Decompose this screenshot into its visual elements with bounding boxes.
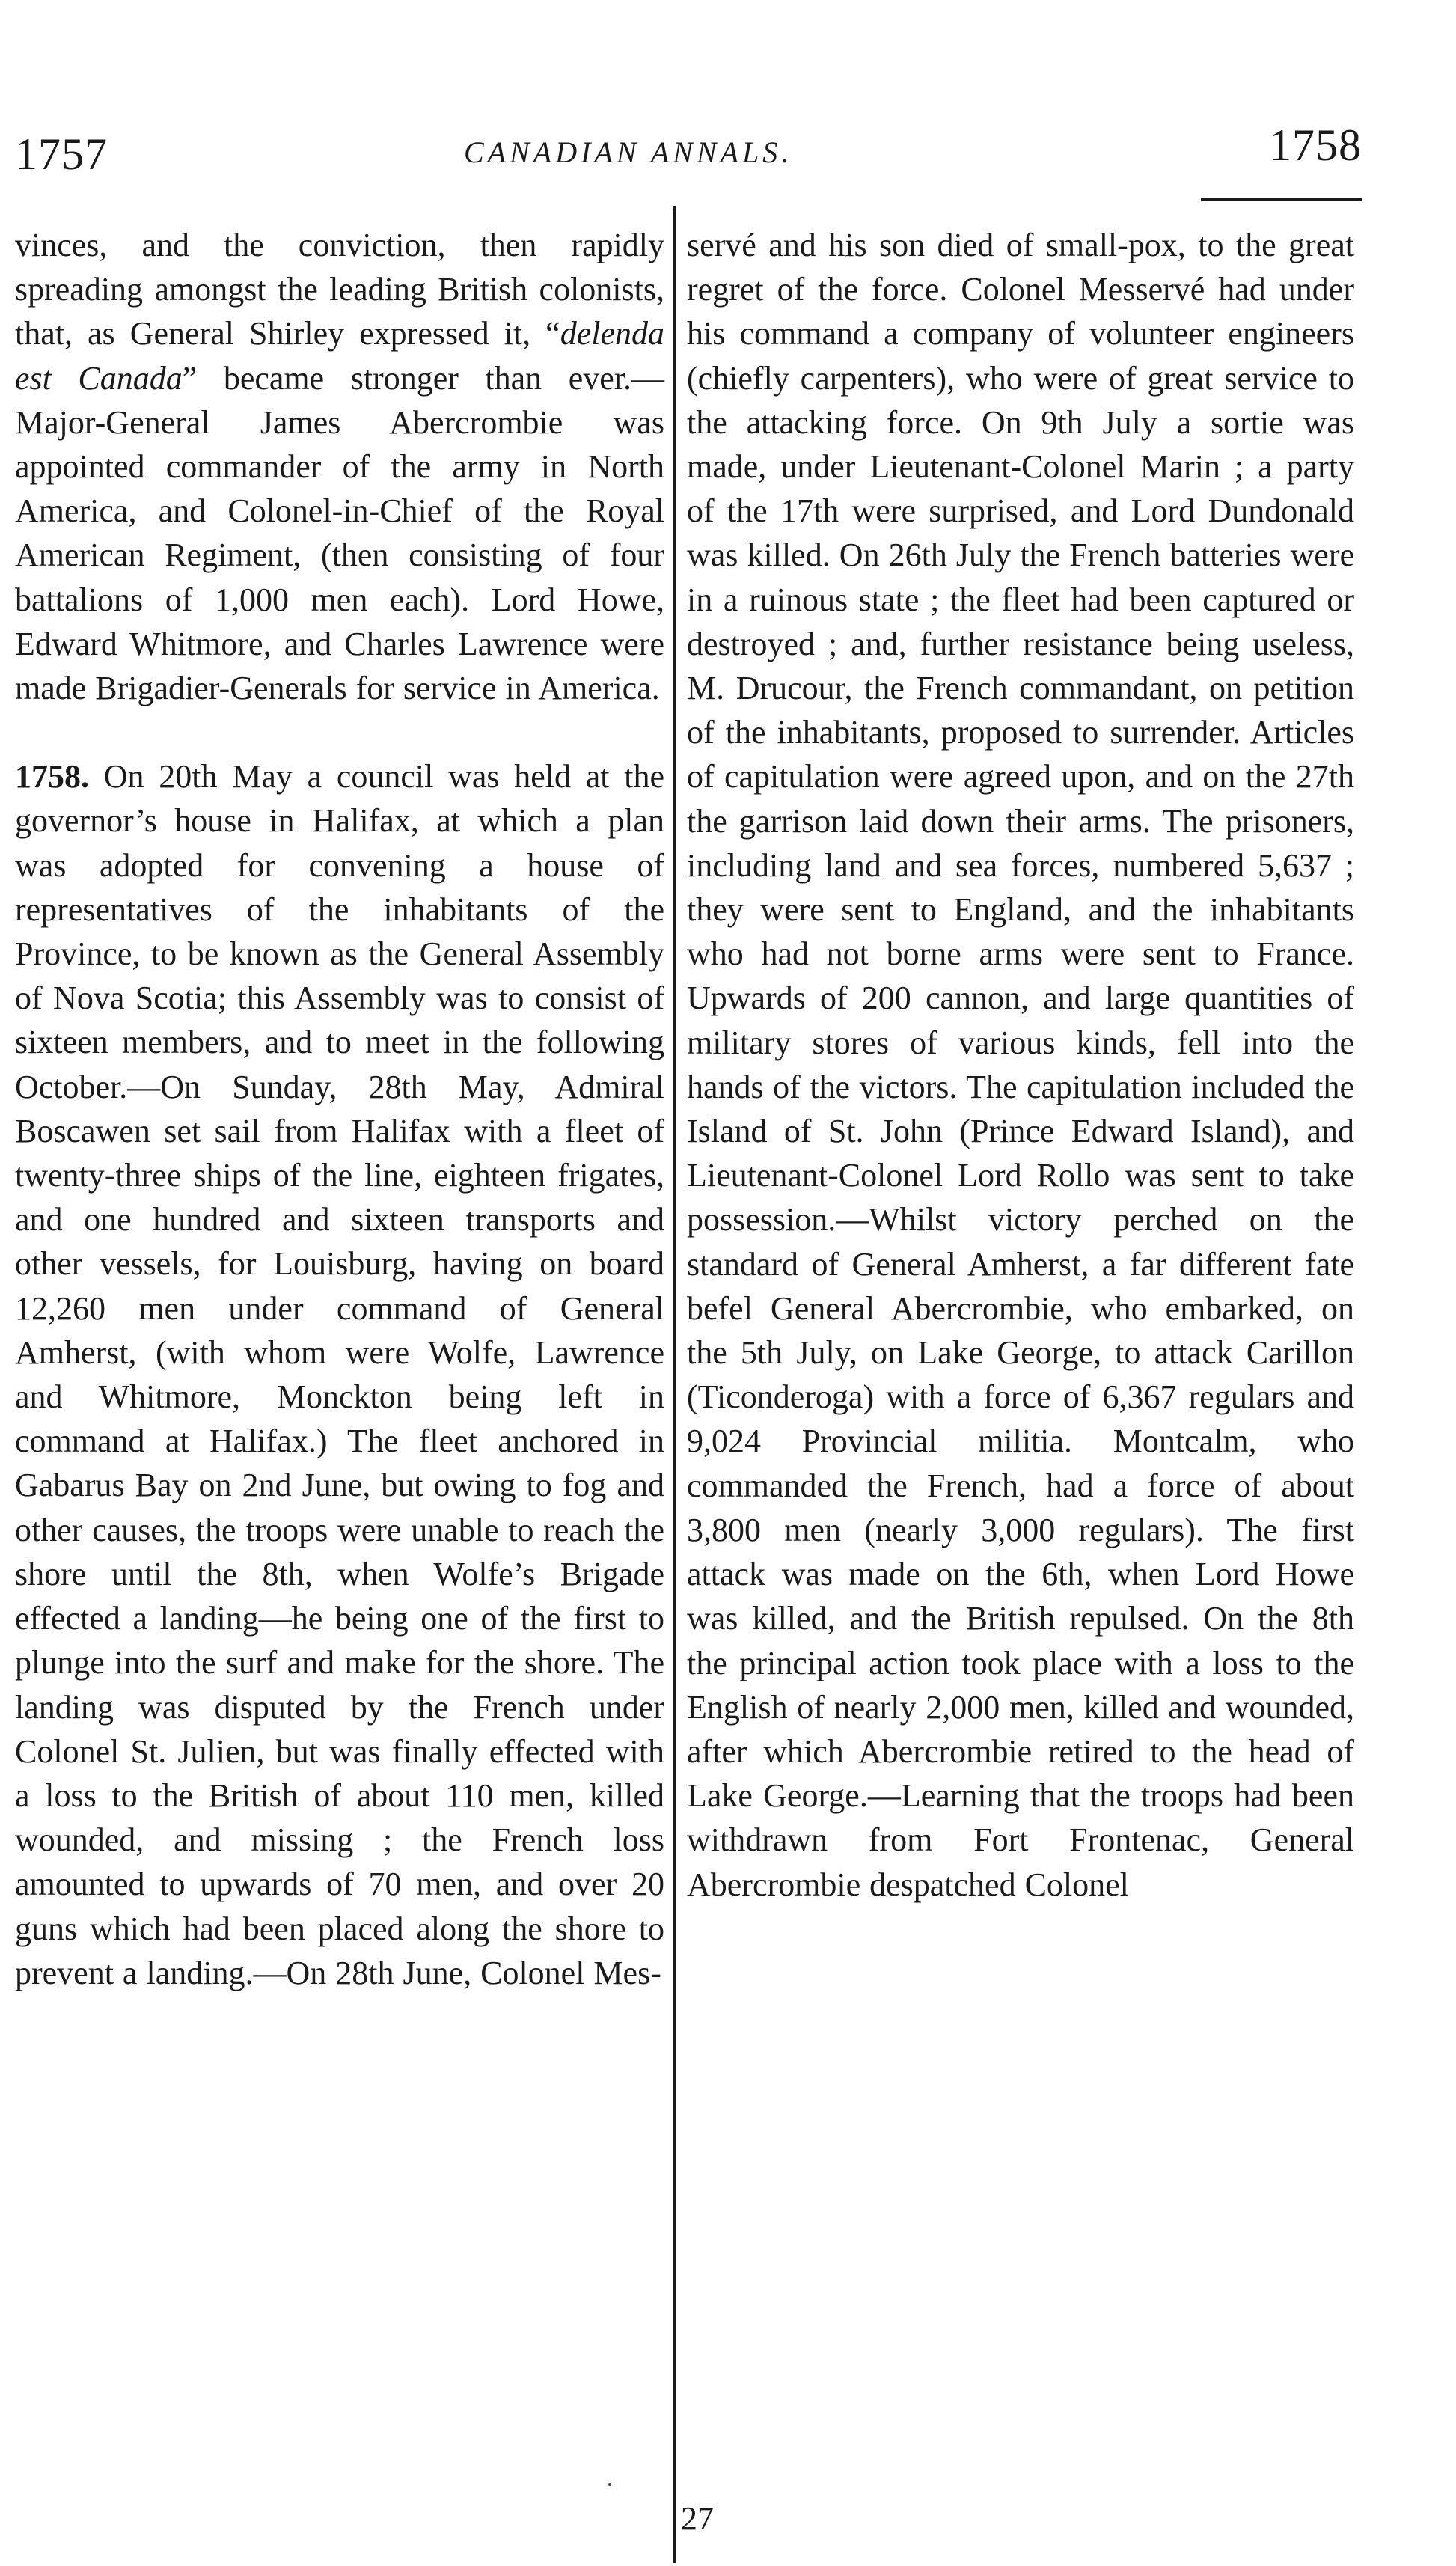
paragraph-1758 <box>15 754 664 1995</box>
left-column <box>15 223 664 1995</box>
header-rule <box>1201 198 1362 201</box>
page-number: 27 <box>681 2500 714 2537</box>
paragraph-1757 <box>15 223 664 710</box>
para1-text-a: vinces, and the conviction, then rapidly spreading amongst the leading British colonists, that, as General Shirley expressed it, “ <box>15 227 664 352</box>
right-column-text: servé and his son died of small-pox, to the great regret of the force. Colonel Messervé had under his command a company of volunteer engineers (chiefly carpenters), who were of great service to the attacking force. On 9th July a sortie was made, under Lieutenant-Colonel Marin ; a party of the 17th were surprised, and Lord Dundonald was killed. On 26th July the French batteries were in a ruinous state ; the fleet had been captured or destroyed ; and, further resistance being useless, M. Drucour, the French commandant, on petition of the inhabitants, proposed to surrender. Articles of capitulation were agreed upon, and on the 27th the garrison laid down their arms. The prisoners, including land and sea forces, numbered 5,637 ; they were sent to England, and the inhabitants who had not borne arms were sent to France. Upwards of 200 cannon, and large quantities of military stores of various kinds, fell into the hands of the victors. The capitulation included the Island of St. John (Prince Edward Island), and Lieutenant-Colonel Lord Rollo was sent to take possession.—Whilst victory perched on the standard of General Amherst, a far different fate befel General Abercrombie, who embarked, on the 5th July, on Lake George, to attack Carillon (Ticonderoga) with a force of 6,367 regulars and 9,024 Provincial militia. Montcalm, who commanded the French, had a force of about 3,800 men (nearly 3,000 regulars). The first attack was made on the 6th, when Lord Howe was killed, and the British repulsed. On the 8th the principal action took place with a loss to the English of nearly 2,000 men, killed and wounded, after which Abercrombie retired to the head of Lake George.—Learning that the troops had been withdrawn from Fort Frontenac, General Abercrombie despatched Colonel <box>687 227 1354 1903</box>
latin-phrase: delenda est Canada <box>15 315 664 397</box>
running-title: CANADIAN ANNALS. <box>464 135 793 169</box>
year-heading-1758: 1758. <box>15 758 89 795</box>
print-speck <box>608 2483 611 2486</box>
paragraph-gap <box>15 710 664 754</box>
year-right: 1758 <box>1269 120 1362 170</box>
para2-text: On 20th May a council was held at the governor’s house in Halifax, at which a plan was adopted for convening a house of representatives of the inhabitants of the Province, to be known as the General Assembly of Nova Scotia; this Assembly was to consist of sixteen members, and to meet in the following October.—On Sunday, 28th May, Admiral Boscawen set sail from Halifax with a fleet of twenty-three ships of the line, eighteen frigates, and one hundred and sixteen transports and other vessels, for Louisburg, having on board 12,260 men under command of General Amherst, (with whom were Wolfe, Lawrence and Whitmore, Monckton being left in command at Halifax.) The fleet anchored in Gabarus Bay on 2nd June, but owing to fog and other causes, the troops were unable to reach the shore until the 8th, when Wolfe’s Brigade effected a landing—he being one of the first to plunge into the surf and make for the shore. The landing was disputed by the French under Colonel St. Julien, but was finally effected with a loss to the British of about 110 men, killed wounded, and missing ; the French loss amounted to upwards of 70 men, and over 20 guns which had been placed along the shore to prevent a landing.—On 28th June, Colonel Mes- <box>15 758 664 1991</box>
para1-text-b: ” became stronger than ever.—Major-General James Abercrombie was appointed commander of the army in North America, and Colonel-in-Chief of the Royal American Regiment, (then consisting of four battalions of 1,000 men each). Lord Howe, Edward Whitmore, and Charles Lawrence were made Brigadier-Generals for service in America. <box>15 359 664 707</box>
year-left: 1757 <box>15 129 108 179</box>
right-column <box>687 223 1354 1907</box>
page-header <box>15 120 1362 187</box>
column-divider <box>673 206 676 2563</box>
